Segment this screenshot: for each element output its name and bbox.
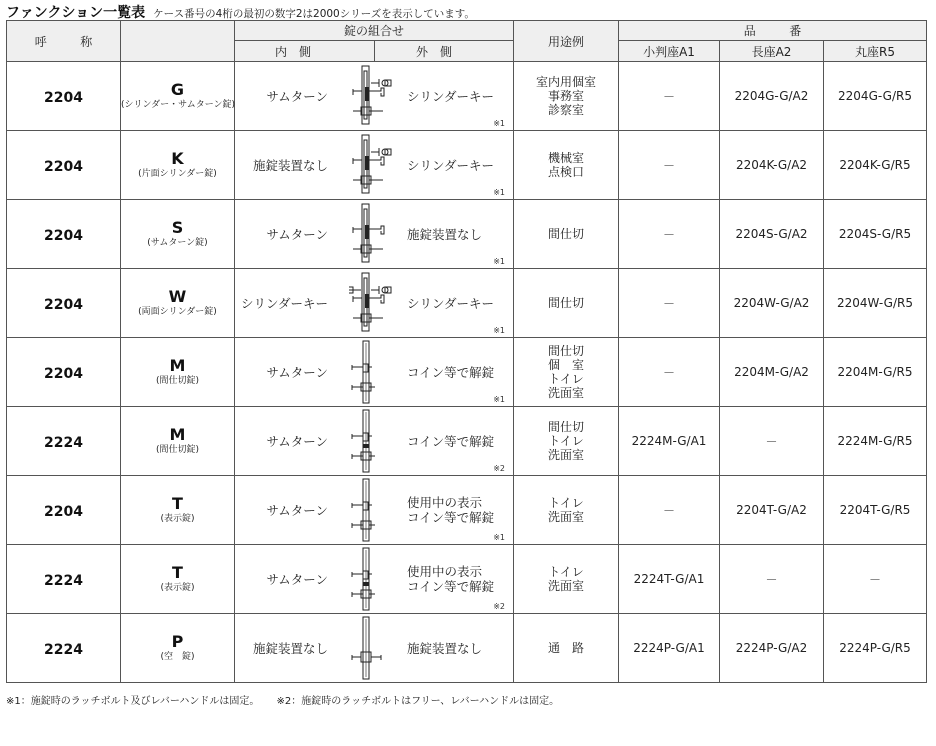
lock-diagram-icon — [349, 63, 409, 129]
part-a2: － — [720, 407, 824, 476]
table-row — [7, 614, 927, 683]
header-a1: 小判座A1 — [619, 41, 720, 62]
use-cell — [514, 131, 619, 200]
header-use: 用途例 — [514, 21, 619, 62]
part-a1: 2224T-G/A1 — [619, 545, 720, 614]
use-line: 室内用個室 — [535, 75, 596, 89]
series-number: 2204 — [44, 89, 83, 106]
use-cell — [514, 407, 619, 476]
use-cell — [514, 614, 619, 683]
inside-text: サムターン — [266, 503, 328, 518]
function-desc: (間仕切錠) — [155, 445, 200, 455]
part-r5: 2224P-G/R5 — [824, 614, 927, 683]
series-cell — [7, 407, 121, 476]
use-line: トイレ — [548, 434, 584, 448]
use-cell — [514, 269, 619, 338]
part-a2: 2204M-G/A2 — [720, 338, 824, 407]
outside-text — [407, 200, 482, 268]
combination-cell — [235, 614, 514, 683]
lock-diagram-icon — [349, 477, 409, 543]
use-line: 間仕切 — [547, 296, 584, 310]
part-r5: 2224M-G/R5 — [824, 407, 927, 476]
inside-text: サムターン — [266, 89, 328, 104]
part-a2: 2204K-G/A2 — [720, 131, 824, 200]
lock-diagram-icon — [349, 339, 409, 405]
part-r5: 2204T-G/R5 — [824, 476, 927, 545]
series-number: 2204 — [44, 227, 83, 244]
lock-diagram-icon — [349, 201, 409, 267]
function-letter: T — [172, 494, 183, 513]
function-desc: (片面シリンダー錠) — [138, 169, 217, 179]
lock-diagram-icon — [349, 270, 409, 336]
use-line: 洗面室 — [547, 579, 584, 593]
outside-line: 施錠装置なし — [407, 226, 483, 242]
series-cell — [7, 200, 121, 269]
outside-text — [407, 131, 494, 199]
function-letter: K — [171, 149, 184, 168]
use-line: トイレ — [548, 565, 584, 579]
function-cell — [121, 338, 235, 407]
function-cell — [121, 200, 235, 269]
footnote-2: ※2：施錠時のラッチボルトはフリー、レバーハンドルは固定。 — [276, 696, 560, 707]
function-letter: M — [169, 356, 186, 375]
outside-line: 施錠装置なし — [407, 640, 483, 656]
outside-line: コイン等で解錠 — [407, 579, 495, 594]
note-mark: ※1 — [493, 533, 505, 542]
part-a1: － — [619, 338, 720, 407]
header-a2: 長座A2 — [720, 41, 824, 62]
use-line: 間仕切 — [547, 227, 584, 241]
combination-cell — [235, 545, 514, 614]
header-outside: 外 側 — [416, 45, 453, 59]
inside-text: サムターン — [266, 434, 328, 449]
lock-diagram-icon — [349, 408, 409, 474]
series-number: 2204 — [44, 503, 83, 520]
series-number: 2204 — [44, 158, 83, 175]
header-blank — [121, 21, 235, 62]
use-line: 個 室 — [547, 358, 584, 372]
inside-text: サムターン — [266, 227, 328, 242]
part-a1: － — [619, 269, 720, 338]
function-letter: P — [171, 632, 184, 651]
inside-text: サムターン — [266, 365, 328, 380]
table-row — [7, 476, 927, 545]
outside-text — [407, 338, 494, 406]
series-number: 2204 — [44, 296, 83, 313]
function-cell — [121, 545, 235, 614]
outside-text — [407, 62, 494, 130]
series-number: 2204 — [44, 365, 83, 382]
table-row — [7, 407, 927, 476]
note-mark: ※1 — [493, 326, 505, 335]
function-desc: (表示錠) — [160, 583, 195, 593]
part-r5: 2204K-G/R5 — [824, 131, 927, 200]
function-letter: W — [168, 287, 187, 306]
function-cell — [121, 131, 235, 200]
function-cell — [121, 614, 235, 683]
part-a1: 2224M-G/A1 — [619, 407, 720, 476]
part-a2: 2204S-G/A2 — [720, 200, 824, 269]
note-mark: ※1 — [493, 119, 505, 128]
note-mark: ※1 — [493, 188, 505, 197]
function-letter: S — [171, 218, 184, 237]
part-a1: － — [619, 200, 720, 269]
header-inside: 内 側 — [275, 45, 312, 59]
use-line: 間仕切 — [547, 344, 584, 358]
inside-text: サムターン — [266, 572, 328, 587]
outside-line: 使用中の表示 — [407, 564, 483, 579]
function-desc: (表示錠) — [160, 514, 195, 524]
function-desc: (シリンダー・サムターン錠) — [121, 100, 236, 110]
outside-text — [407, 407, 494, 475]
inside-text: 施錠装置なし — [252, 641, 328, 656]
outside-line: コイン等で解錠 — [407, 364, 495, 380]
part-r5: 2204G-G/R5 — [824, 62, 927, 131]
page-header — [6, 2, 475, 20]
outside-text — [407, 269, 494, 337]
use-line: 洗面室 — [547, 448, 584, 462]
function-table — [6, 20, 927, 683]
use-line: 診察室 — [547, 103, 584, 117]
series-cell — [7, 62, 121, 131]
part-a1: － — [619, 131, 720, 200]
outside-line: 使用中の表示 — [407, 495, 483, 510]
use-line: 点検口 — [547, 165, 584, 179]
header-divider — [374, 41, 375, 61]
outside-text — [407, 545, 494, 613]
note-mark: ※2 — [493, 464, 505, 473]
use-line: トイレ — [548, 372, 584, 386]
function-cell — [121, 476, 235, 545]
note-mark: ※1 — [493, 395, 505, 404]
use-cell — [514, 545, 619, 614]
footnotes — [6, 692, 573, 707]
combination-cell — [235, 62, 514, 131]
outside-line: シリンダーキー — [407, 88, 495, 104]
header-part-number: 品 番 — [619, 21, 927, 41]
note-mark: ※1 — [493, 257, 505, 266]
part-a2: 2224P-G/A2 — [720, 614, 824, 683]
combination-cell — [235, 338, 514, 407]
use-line: 通 路 — [547, 641, 584, 655]
part-a1: － — [619, 62, 720, 131]
part-a2: 2204T-G/A2 — [720, 476, 824, 545]
part-a2: 2204G-G/A2 — [720, 62, 824, 131]
function-desc: (サムターン錠) — [147, 238, 208, 248]
table-row — [7, 269, 927, 338]
outside-text — [407, 614, 482, 682]
inside-text: シリンダーキー — [240, 296, 328, 311]
use-cell — [514, 338, 619, 407]
function-letter: M — [169, 425, 186, 444]
series-cell — [7, 476, 121, 545]
lock-diagram-icon — [349, 132, 409, 198]
table-row — [7, 545, 927, 614]
lock-diagram-icon — [349, 615, 409, 681]
combination-cell — [235, 407, 514, 476]
function-desc: (空 錠) — [160, 652, 195, 662]
function-desc: (間仕切錠) — [155, 376, 200, 386]
use-line: トイレ — [548, 496, 584, 510]
combination-cell — [235, 269, 514, 338]
table-row — [7, 62, 927, 131]
part-a2: 2204W-G/A2 — [720, 269, 824, 338]
series-number: 2224 — [44, 572, 83, 589]
page-subtitle: ケース番号の4桁の最初の数字2は2000シリーズを表示しています。 — [153, 8, 475, 20]
inside-text: 施錠装置なし — [252, 158, 328, 173]
header-name: 呼 称 — [7, 21, 121, 62]
table-row — [7, 338, 927, 407]
outside-line: シリンダーキー — [407, 157, 495, 173]
series-number: 2224 — [44, 641, 83, 658]
series-cell — [7, 269, 121, 338]
header-inside-outside — [235, 41, 514, 62]
header-r5: 丸座R5 — [824, 41, 927, 62]
use-cell — [514, 62, 619, 131]
series-cell — [7, 338, 121, 407]
function-desc: (両面シリンダー錠) — [138, 307, 217, 317]
note-mark: ※2 — [493, 602, 505, 611]
function-cell — [121, 269, 235, 338]
outside-line: シリンダーキー — [407, 295, 495, 311]
part-r5: 2204M-G/R5 — [824, 338, 927, 407]
use-cell — [514, 200, 619, 269]
function-letter: T — [172, 563, 183, 582]
combination-cell — [235, 131, 514, 200]
function-cell — [121, 62, 235, 131]
part-r5: － — [824, 545, 927, 614]
use-line: 間仕切 — [547, 420, 584, 434]
part-a2: － — [720, 545, 824, 614]
part-r5: 2204W-G/R5 — [824, 269, 927, 338]
table-row — [7, 200, 927, 269]
series-number: 2224 — [44, 434, 83, 451]
combination-cell — [235, 476, 514, 545]
combination-cell — [235, 200, 514, 269]
use-line: 事務室 — [547, 89, 584, 103]
use-line: 洗面室 — [547, 510, 584, 524]
header-combination: 錠の組合せ — [235, 21, 514, 41]
lock-diagram-icon — [349, 546, 409, 612]
part-a1: 2224P-G/A1 — [619, 614, 720, 683]
function-letter: G — [170, 80, 185, 99]
use-line: 洗面室 — [547, 386, 584, 400]
part-a1: － — [619, 476, 720, 545]
series-cell — [7, 131, 121, 200]
outside-text — [407, 476, 494, 544]
series-cell — [7, 614, 121, 683]
series-cell — [7, 545, 121, 614]
page-title: ファンクション一覧表 — [6, 5, 146, 21]
function-cell — [121, 407, 235, 476]
use-line: 機械室 — [547, 151, 584, 165]
footnote-1: ※1：施錠時のラッチボルト及びレバーハンドルは固定。 — [6, 696, 260, 707]
use-cell — [514, 476, 619, 545]
outside-line: コイン等で解錠 — [407, 510, 495, 525]
part-r5: 2204S-G/R5 — [824, 200, 927, 269]
outside-line: コイン等で解錠 — [407, 433, 495, 449]
table-row — [7, 131, 927, 200]
